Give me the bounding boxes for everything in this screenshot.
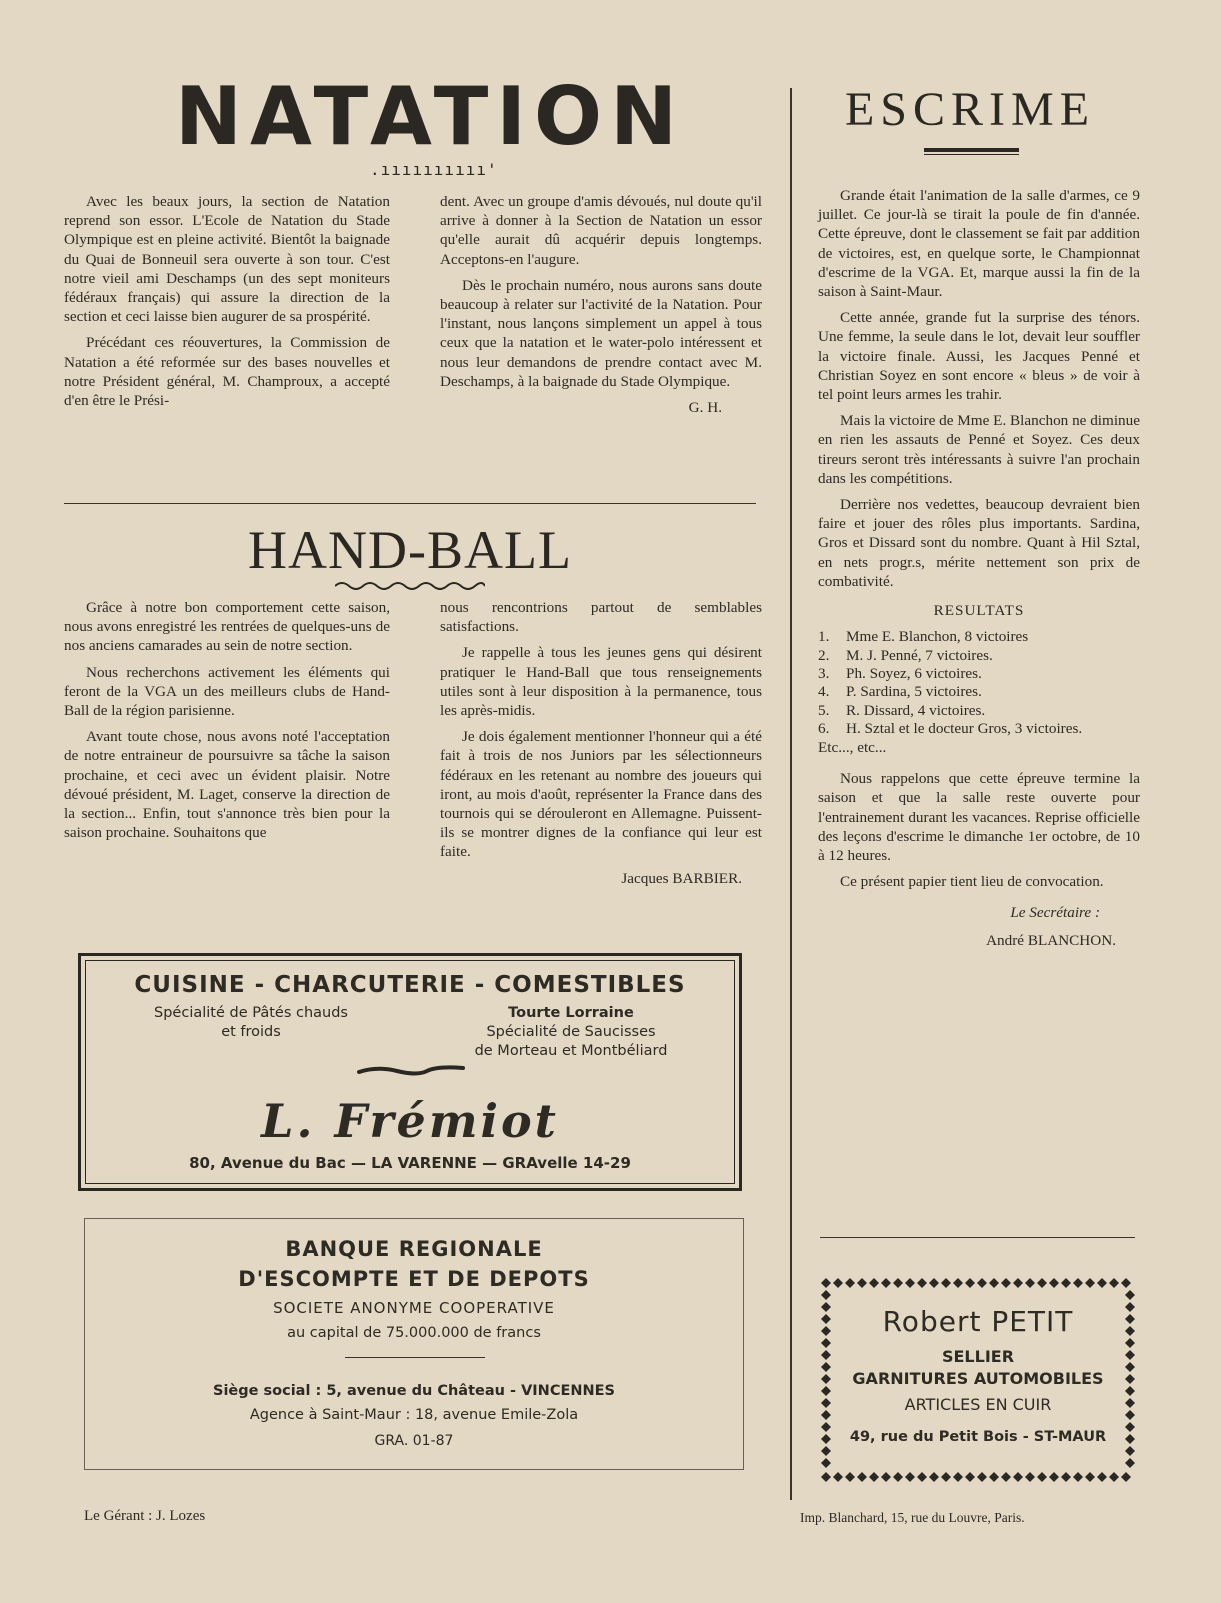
ad-cuisine-left-line: et froids — [221, 1024, 281, 1040]
escrime-end-rule — [820, 1237, 1135, 1238]
result-text: P. Sardina, 5 victoires. — [846, 683, 982, 701]
result-rank: 4. — [818, 683, 830, 701]
escrime-paragraph: Nous rappelons que cette épreuve termine la saison et que la salle reste ouverte pour l'entrainement durant les vacances. Reprise officielle des leçons d'escrime le dimanche 1er octobre, de 10 à 12 heures. — [818, 770, 1140, 864]
ad-cuisine-address: 80, Avenue du Bac — LA VARENNE — GRAvelle 14-29 — [189, 1154, 631, 1172]
handball-paragraph: Avant toute chose, nous avons noté l'acceptation de notre entraineur de poursuivre sa tâche la saison prochaine, et ceci avec un évident plaisir. Notre dévoué président, M. Laget, conserve la direction de la section... Enfin, tout s'annonce très bien pour la saison prochaine. Souhaitons que — [64, 728, 390, 842]
escrime-paragraph: Mais la victoire de Mme E. Blanchon ne diminue en rien les assauts de Penné et Soyez. Ces deux tireurs seront très intéressants à suivre l'an prochain dans les compétitions. — [818, 412, 1140, 487]
result-rank: 6. — [818, 720, 830, 738]
result-text: R. Dissard, 4 victoires. — [846, 701, 986, 719]
escrime-sign-name: André BLANCHON. — [986, 931, 1116, 949]
result-text: M. J. Penné, 7 victoires. — [846, 646, 993, 664]
handball-paragraph: Je rappelle à tous les jeunes gens qui désirent pratiquer le Hand-Ball que tous renseignements utiles sont à leur disposition à la permanence, tous les après-midis. — [440, 644, 762, 720]
escrime-title: ESCRIME — [844, 83, 1096, 136]
natation-paragraph: Précédant ces réouvertures, la Commission de Natation a été reformée sur des bases nouvelles et notre Président général, M. Champroux, a accepté d'en être le Prési- — [64, 334, 390, 410]
natation-paragraph: dent. Avec un groupe d'amis dévoués, nul doute qu'il arrive à donner à la Section de Natation un essor qu'elle aurait dû acquérir depuis longtemps. Acceptons-en l'augure. — [440, 193, 762, 268]
column-divider — [790, 88, 792, 1500]
natation-paragraph: Avec les beaux jours, la section de Natation reprend son essor. L'Ecole de Natation du Stade Olympique est en pleine activité. Bientôt la baignade du Quai de Bonneuil sera ouverte à son tour. C'est notre vieil ami Deschamps (un des sept moniteurs fédéraux français) qui assure la direction de la section et ceci laisse bien augurer de sa prospérité. — [64, 193, 390, 326]
ad-banque-line4: au capital de 75.000.000 de francs — [287, 1325, 541, 1341]
ad-banque-rule — [345, 1357, 485, 1358]
result-row — [818, 665, 1140, 683]
ad-cuisine-left-line: Spécialité de Pâtés chauds — [154, 1005, 348, 1021]
ad-banque-line6: Agence à Saint-Maur : 18, avenue Emile-Zola — [249, 1407, 579, 1423]
escrime-body — [818, 186, 1140, 950]
ad-cuisine-right — [441, 1004, 701, 1061]
wave-ornament-icon — [335, 580, 485, 592]
ad-cuisine-right-line: Spécialité de Saucisses — [486, 1024, 656, 1040]
handball-paragraph: Je dois également mentionner l'honneur qui a été fait à trois de nos Juniors par les sélectionneurs fédéraux en les retenant au nombre des joueurs qui iront, au mois d'août, représenter la France dans des tournois qui se dérouleront en Allemagne. Puissent-ils se montrer dignes de la confiance qui leur est faite. — [440, 728, 762, 861]
escrime-sign-role: Le Secrétaire : — [1010, 904, 1100, 922]
ad-banque-line7: GRA. 01-87 — [374, 1433, 454, 1449]
ad-banque-line5: Siège social : 5, avenue du Château - VINCENNES — [213, 1383, 615, 1399]
result-row — [818, 683, 1140, 701]
escrime-paragraph: Cette année, grande fut la surprise des ténors. Une femme, la seule dans le lot, devait leur souffler la victoire finale. Aussi, les Jacques Penné et Christian Soyez en sont encore « bleus » de voir à tel point leurs armes les trahir. — [818, 309, 1140, 404]
result-row — [818, 628, 1140, 646]
result-rank: 3. — [818, 665, 830, 683]
ad-petit-line2: GARNITURES AUTOMOBILES — [852, 1369, 1104, 1388]
natation-title: NATATION — [175, 70, 686, 163]
handball-title: HAND-BALL — [248, 520, 572, 580]
natation-ornament: .ıııııııııı' — [370, 160, 498, 179]
handball-paragraph: nous rencontrions partout de semblables satisfactions. — [440, 599, 762, 636]
ad-cuisine-right-line: de Morteau et Montbéliard — [474, 1043, 668, 1059]
ad-cuisine-right-line: Tourte Lorraine — [508, 1005, 634, 1021]
result-row — [818, 647, 1140, 665]
escrime-paragraph: Grande était l'animation de la salle d'armes, ce 9 juillet. Ce jour-là se tirait la poule de fin d'année. Cette épreuve, dont le classement se fait par addition de victoires, est, en quelque sorte, le Championnat d'escrime de la VGA. Et, marque aussi la fin de la saison à Saint-Maur. — [818, 187, 1140, 301]
ad-banque — [84, 1218, 744, 1470]
footer-imprimeur: Imp. Blanchard, 15, rue du Louvre, Paris. — [800, 1510, 1025, 1525]
result-text: Ph. Soyez, 6 victoires. — [846, 665, 982, 683]
footer-gerant: Le Gérant : J. Lozes — [84, 1508, 206, 1524]
escrime-title-rule-thin — [924, 154, 1019, 155]
ad-petit-line1: SELLIER — [941, 1347, 1015, 1366]
ad-cuisine-flourish-icon — [357, 1064, 465, 1078]
handball-column-2 — [440, 598, 762, 888]
results-list — [818, 628, 1140, 757]
handball-paragraph: Nous recherchons activement les éléments qui feront de la VGA un des meilleurs clubs de Hand-Ball de la région parisienne. — [64, 663, 390, 720]
ad-cuisine-left — [131, 1004, 371, 1042]
escrime-title-rule — [924, 148, 1019, 152]
natation-column-2 — [440, 192, 762, 417]
result-rank: 1. — [818, 628, 830, 646]
result-text: Mme E. Blanchon, 8 victoires — [846, 628, 1029, 646]
ad-cuisine-headline: CUISINE - CHARCUTERIE - COMESTIBLES — [134, 972, 686, 998]
results-title: RESULTATS — [933, 602, 1025, 620]
section-divider — [64, 503, 756, 504]
ad-petit-line3: ARTICLES EN CUIR — [904, 1395, 1052, 1414]
result-rank: 5. — [818, 701, 830, 719]
natation-column-1 — [64, 192, 390, 417]
natation-signature: G. H. — [688, 399, 722, 417]
results-etc: Etc..., etc... — [818, 738, 887, 756]
escrime-paragraph: Derrière nos vedettes, beaucoup devraient bien faire et jouer des rôles plus importants. Sardina, Gros et Dissard sont du nombre. Quant à Hil Sztal, en nets progr.s, mérite nettement son prix de combativité. — [818, 496, 1140, 590]
result-row — [818, 720, 1140, 738]
handball-paragraph: Grâce à notre bon comportement cette saison, nous avons enregistré les rentrées de quelques-uns de nos anciens camarades au sein de notre section. — [64, 599, 390, 655]
ad-banque-line2: D'ESCOMPTE ET DE DEPOTS — [238, 1267, 590, 1291]
ad-cuisine — [78, 953, 742, 1191]
ad-cuisine-name: L. Frémiot — [261, 1094, 559, 1148]
result-row — [818, 702, 1140, 720]
escrime-paragraph: Ce présent papier tient lieu de convocation. — [840, 873, 1104, 891]
result-text: H. Sztal et le docteur Gros, 3 victoires. — [846, 720, 1083, 738]
handball-column-1 — [64, 598, 390, 849]
natation-paragraph: Dès le prochain numéro, nous aurons sans doute beaucoup à relater sur l'activité de la Natation. Pour l'instant, nous lançons simplement un appel à tous ceux que la natation et le water-polo intéressent et nous leur demandons de prendre contact avec M. Deschamps, à la baignade du Stade Olympique. — [440, 276, 762, 390]
ad-banque-line1: BANQUE REGIONALE — [285, 1237, 543, 1261]
result-rank: 2. — [818, 646, 830, 664]
ad-petit — [820, 1277, 1136, 1483]
ad-petit-line4: 49, rue du Petit Bois - ST-MAUR — [849, 1429, 1107, 1445]
handball-signature: Jacques BARBIER. — [621, 869, 742, 887]
ad-petit-name: Robert PETIT — [882, 1305, 1074, 1338]
ad-banque-line3: SOCIETE ANONYME COOPERATIVE — [273, 1299, 555, 1317]
